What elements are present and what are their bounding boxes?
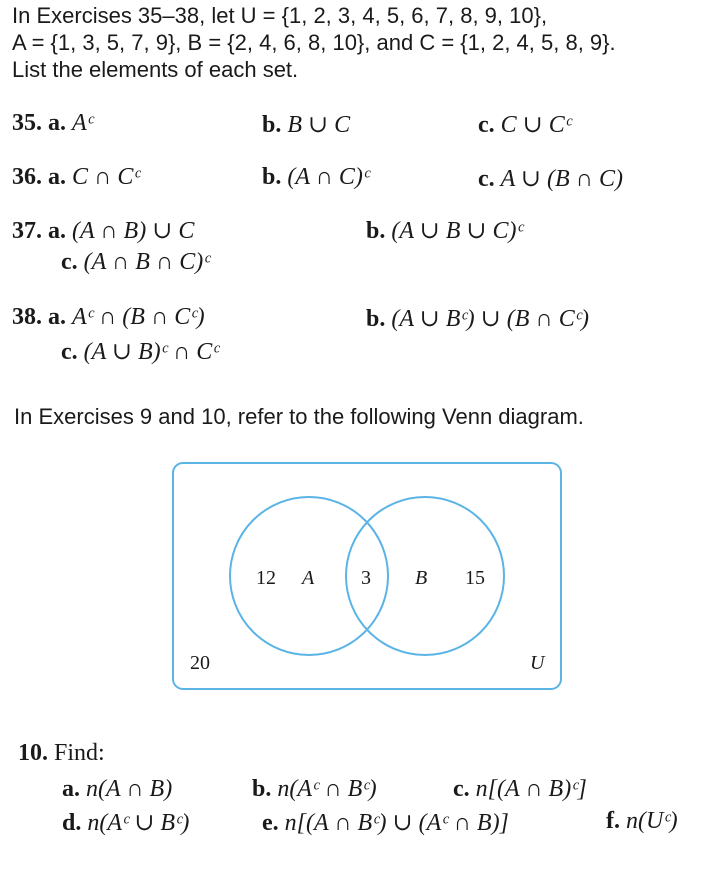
part-label: b. <box>366 218 386 244</box>
expression: n(Aᶜ ∪ Bᶜ) <box>87 810 190 836</box>
expression: (A ∩ B ∩ C)ᶜ <box>83 249 210 275</box>
question-title: Find: <box>54 740 105 766</box>
region-intersection-count: 3 <box>361 567 371 589</box>
universe-label: U <box>530 652 545 674</box>
expression: n(Uᶜ) <box>626 808 678 834</box>
exercise-35-b <box>262 110 350 139</box>
expression: n(Aᶜ ∩ Bᶜ) <box>277 776 377 802</box>
exercise-36-c <box>478 164 623 193</box>
exercise-37-b <box>366 216 523 245</box>
expression: n(A ∩ B) <box>86 776 173 802</box>
part-label: a. <box>48 218 66 244</box>
part-label: c. <box>61 339 78 365</box>
part-label: c. <box>453 776 470 802</box>
set-b-label: B <box>415 567 428 589</box>
expression: B ∪ C <box>287 112 351 138</box>
exercise-36-b <box>262 164 369 191</box>
part-label: b. <box>252 776 272 802</box>
expression: (A ∩ B) ∪ C <box>72 218 195 244</box>
region-a-only-count: 12 <box>256 567 276 589</box>
expression: Aᶜ <box>72 110 93 136</box>
exercise-38-b <box>366 304 589 333</box>
part-label: f. <box>606 808 620 834</box>
question-10-header <box>18 740 105 767</box>
set-a-label: A <box>302 567 315 589</box>
part-label: c. <box>478 112 495 138</box>
expression: (A ∪ Bᶜ) ∪ (B ∩ Cᶜ) <box>391 306 590 332</box>
exercise-number: 38. <box>12 304 42 330</box>
region-b-only-count: 15 <box>465 567 485 589</box>
exercise-number: 36. <box>12 164 42 190</box>
question-10-f <box>606 808 678 835</box>
venn-heading: In Exercises 9 and 10, refer to the following Venn diagram. <box>14 404 584 429</box>
expression: A ∪ (B ∩ C) <box>500 166 623 192</box>
expression: n[(A ∩ B)ᶜ] <box>475 776 587 802</box>
exercise-number: 35. <box>12 110 42 136</box>
exercise-38-c <box>61 337 219 366</box>
part-label: d. <box>62 810 82 836</box>
question-10-d <box>62 808 189 837</box>
part-label: e. <box>262 810 279 836</box>
exercise-37 <box>12 216 194 245</box>
region-outside-count: 20 <box>190 652 210 674</box>
question-10-b <box>252 776 377 803</box>
expression: (A ∩ C)ᶜ <box>287 164 370 190</box>
intro-line-3: List the elements of each set. <box>12 57 299 82</box>
part-label: c. <box>61 249 78 275</box>
exercise-35-c <box>478 110 571 139</box>
intro-line-2: A = {1, 3, 5, 7, 9}, B = {2, 4, 6, 8, 10}, and C = {1, 2, 4, 5, 8, 9}. <box>12 30 616 55</box>
exercise-35 <box>12 110 93 137</box>
part-label: a. <box>48 164 66 190</box>
question-10-a <box>62 776 172 803</box>
question-10-e <box>262 808 509 837</box>
part-label: b. <box>262 112 282 138</box>
expression: n[(A ∩ Bᶜ) ∪ (Aᶜ ∩ B)] <box>284 810 509 836</box>
exercise-number: 37. <box>12 218 42 244</box>
expression: C ∪ Cᶜ <box>500 112 572 138</box>
exercise-37-c <box>61 249 210 276</box>
question-number: 10. <box>18 740 48 766</box>
expression: (A ∪ B ∪ C)ᶜ <box>391 218 523 244</box>
exercise-36 <box>12 164 140 191</box>
part-label: a. <box>48 304 66 330</box>
exercise-38 <box>12 304 205 331</box>
expression: Aᶜ ∩ (B ∩ Cᶜ) <box>72 304 205 330</box>
part-label: a. <box>48 110 66 136</box>
part-label: b. <box>262 164 282 190</box>
question-10-c <box>453 776 587 803</box>
venn-diagram <box>170 460 564 692</box>
part-label: b. <box>366 306 386 332</box>
expression: (A ∪ B)ᶜ ∩ Cᶜ <box>83 339 219 365</box>
intro-paragraph <box>12 2 702 83</box>
part-label: c. <box>478 166 495 192</box>
part-label: a. <box>62 776 80 802</box>
expression: C ∩ Cᶜ <box>72 164 140 190</box>
intro-line-1: In Exercises 35–38, let U = {1, 2, 3, 4, 5, 6, 7, 8, 9, 10}, <box>12 3 548 28</box>
